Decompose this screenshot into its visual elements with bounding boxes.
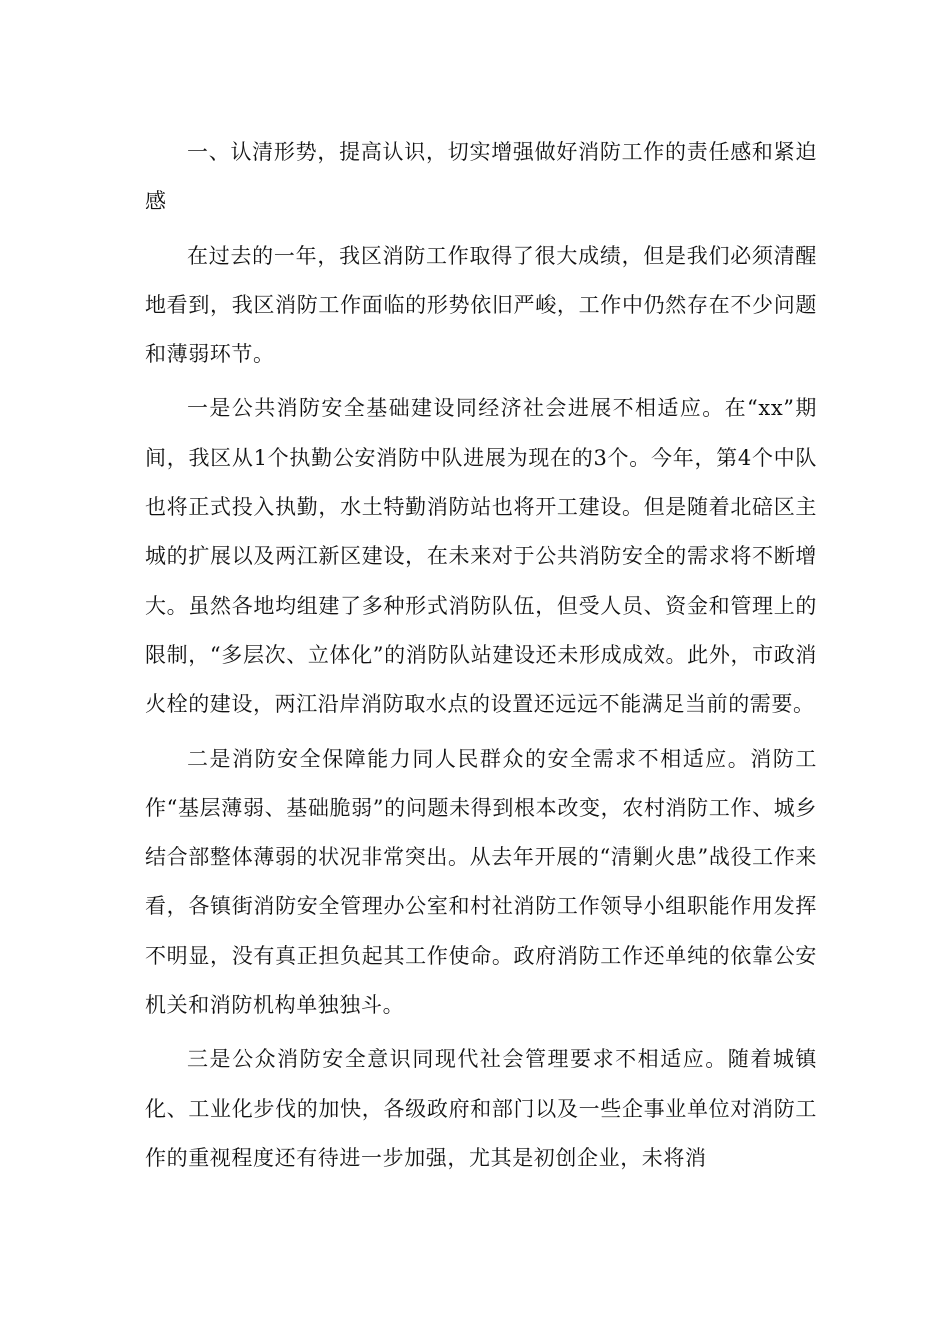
paragraph-point-three: 三是公众消防安全意识同现代社会管理要求不相适应。随着城镇化、工业化步伐的加快，各级政府和部门以及一些企事业单位对消防工作的重视程度还有待进一步加强，尤其是初创企业，未将消 xyxy=(145,1047,817,1170)
paragraph-point-one: 一是公共消防安全基础建设同经济社会进展不相适应。在“xx”期间，我区从1个执勤公安消防中队进展为现在的3个。今年，第4个中队也将正式投入执勤，水土特勤消防站也将开工建设。但是随着北碚区主城的扩展以及两江新区建设，在未来对于公共消防安全的需求将不断增大。虽然各地均组建了多种形式消防队伍，但受人员、资金和管理上的限制，“多层次、立体化”的消防队站建设还未形成成效。此外，市政消火栓的建设，两江沿岸消防取水点的设置还远远不能满足当前的需要。 xyxy=(145,396,817,717)
paragraph-point-two: 二是消防安全保障能力同人民群众的安全需求不相适应。消防工作“基层薄弱、基础脆弱”的问题未得到根本改变，农村消防工作、城乡结合部整体薄弱的状况非常突出。从去年开展的“清剿火患”战役工作来看，各镇街消防安全管理办公室和村社消防工作领导小组职能作用发挥不明显，没有真正担负起其工作使命。政府消防工作还单纯的依靠公安机关和消防机构单独独斗。 xyxy=(145,746,817,1018)
document-body xyxy=(145,128,817,1188)
paragraph-intro: 在过去的一年，我区消防工作取得了很大成绩，但是我们必须清醒地看到，我区消防工作面临的形势依旧严峻，工作中仍然存在不少问题和薄弱环节。 xyxy=(145,243,817,367)
section-heading: 一、认清形势，提高认识，切实增强做好消防工作的责任感和紧迫感 xyxy=(145,140,817,214)
